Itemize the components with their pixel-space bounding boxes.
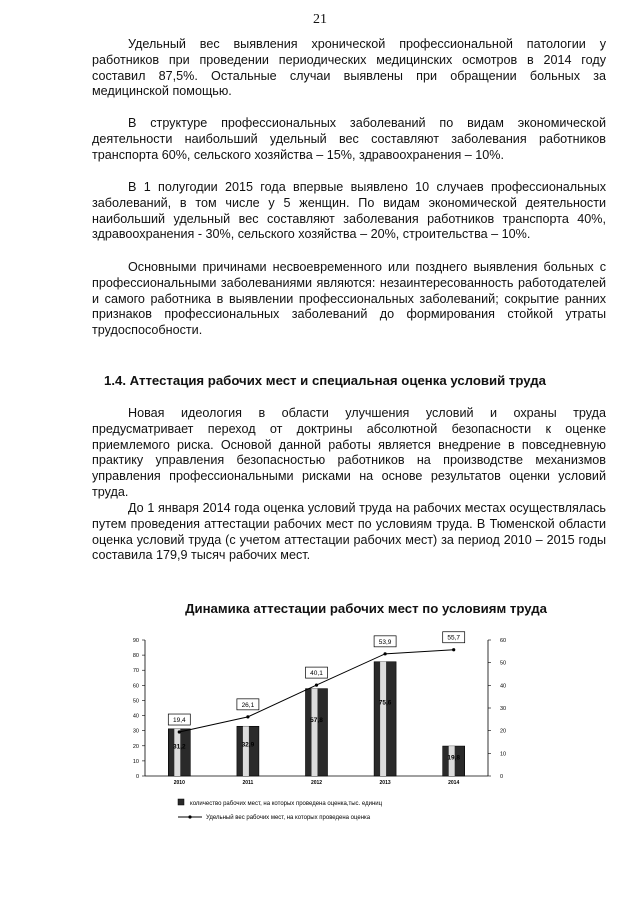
bar-highlight [312,689,318,776]
bar-highlight [243,726,249,776]
percent-label: 55,7 [447,634,461,642]
section-paragraph-1: Новая идеология в области улучшения условий и охраны труда предусматривает переход от доктрины абсолютной безопасности к оценке приемлемого риска. Основой данной работы является внедрение в повседневную практику управления безопасностью работников на производстве механизмов управления профессиональными рисками на основе результатов оценки условий труда. [92,406,606,499]
legend-line-label: Удельный вес рабочих мест, на которых проведена оценка [206,815,371,821]
legend-line-marker [188,815,191,818]
right-tick-label: 60 [500,638,507,644]
percent-point [384,652,387,655]
paragraph-2: В структуре профессиональных заболеваний по видам экономической деятельности наибольший удельный вес составляют заболевания работников транспорта 60%, сельского хозяйства – 15%, здравоохранения – 10%. [92,116,606,162]
bar-value-label: 57,8 [310,717,323,725]
left-tick-label: 40 [132,713,139,720]
x-tick-label: 2013 [379,780,391,786]
bar-value-label: 19,8 [447,754,461,762]
bar-value-label: 31,2 [172,743,186,751]
bar-highlight [380,662,386,776]
attestation-chart [100,628,540,833]
bar-value-label: 32,9 [241,741,255,749]
left-tick-label: 70 [132,668,139,675]
section-paragraph-2: До 1 января 2014 года оценка условий труда на рабочих местах осуществлялась путем проведения аттестации рабочих мест по условиям труда. В Тюменской области оценка условий труда (с учетом аттестации рабочих мест) за период 2010 – 2015 годы составила 179,9 тысяч рабочих мест. [92,501,606,563]
percent-point [246,715,249,718]
bar-highlight [174,729,180,776]
x-tick-label: 2012 [310,780,323,786]
paragraph-1: Удельный вес выявления хронической профессиональной патологии у работников при проведении периодических медицинских осмотров в 2014 году составил 87,5%. Остальные случаи выявлены при обращении больных за медицинской помощью. [92,37,606,99]
percent-point [178,730,181,733]
x-tick-label: 2010 [173,780,185,786]
chart-title: Динамика аттестации рабочих мест по условиям труда [185,601,547,616]
right-tick-label: 20 [500,728,507,735]
right-tick-label: 30 [500,706,507,712]
percent-point [315,684,318,687]
right-tick-label: 40 [500,683,507,690]
left-tick-label: 0 [135,774,139,780]
left-tick-label: 90 [132,638,139,644]
left-tick-label: 30 [132,728,139,735]
percent-label: 19,4 [172,717,186,725]
x-tick-label: 2014 [448,780,460,786]
page-number: 21 [313,12,327,27]
left-tick-label: 50 [132,698,139,705]
percent-label: 53,9 [378,638,392,646]
section-heading: 1.4. Аттестация рабочих мест и специальная оценка условий труда [104,373,546,388]
left-tick-label: 80 [132,653,139,660]
legend-bar-swatch [178,799,184,805]
right-tick-label: 10 [500,751,507,758]
paragraph-3: В 1 полугодии 2015 года впервые выявлено 10 случаев профессиональных заболеваний, в том числе у 5 женщин. По видам экономической деятельности наибольший удельный вес составляют заболевания работников транспорта 40%, здравоохранения - 30%, сельского хозяйства – 20%, строительства – 10%. [92,180,606,242]
right-tick-label: 50 [500,660,507,667]
left-tick-label: 60 [132,683,139,690]
percent-label: 26,1 [241,701,255,709]
legend-bar-label: количество рабочих мест, на которых проведена оценка,тыс. единиц [190,801,383,807]
left-tick-label: 20 [132,743,139,750]
bar-value-label: 75,6 [378,699,392,707]
percent-point [452,648,455,651]
right-tick-label: 0 [500,774,504,780]
x-tick-label: 2011 [242,780,254,786]
left-tick-label: 10 [132,758,139,765]
paragraph-4: Основными причинами несвоевременного или позднего выявления больных с профессиональными заболеваниями являются: незаинтересованность работодателей и самого работника в выявлении профессиональных заболеваний; сокрытие ранних признаков профессиональных заболеваний до формирования стойкой утраты трудоспособности. [92,260,606,338]
percent-label: 40,1 [310,670,323,678]
